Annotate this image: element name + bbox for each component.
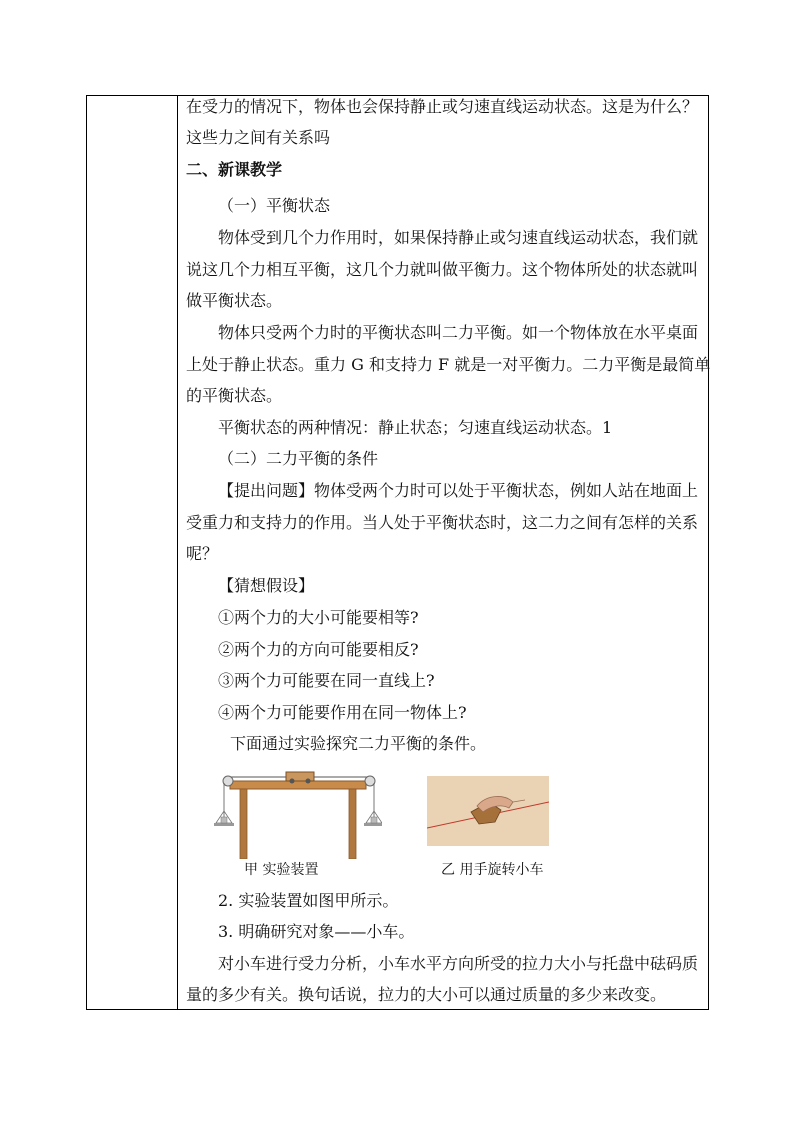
text-line-2: 这些力之间有关系吗 bbox=[186, 128, 331, 147]
subheading-two-force-conditions: （二）二力平衡的条件 bbox=[218, 449, 379, 468]
hypothesis-4: ④两个力可能要作用在同一物体上? bbox=[218, 703, 467, 722]
text-line-14: 受重力和支持力的作用。当人处于平衡状态时，这二力之间有怎样的关系 bbox=[186, 513, 699, 532]
text-line-8: 物体只受两个力时的平衡状态叫二力平衡。如一个物体放在水平桌面 bbox=[218, 323, 699, 342]
hypothesis-1: ①两个力的大小可能要相等? bbox=[218, 608, 419, 627]
figure-caption-left: 甲 实验装置 bbox=[244, 862, 319, 878]
text-line-13: 【提出问题】物体受两个力时可以处于平衡状态，例如人站在地面上 bbox=[218, 481, 699, 500]
text-line-22: 2. 实验装置如图甲所示。 bbox=[218, 891, 399, 910]
subheading-balance-state: （一）平衡状态 bbox=[218, 196, 331, 215]
hypothesis-2: ②两个力的方向可能要相反? bbox=[218, 640, 419, 659]
text-line-7: 做平衡状态。 bbox=[186, 291, 283, 310]
text-line-6: 说这几个力相互平衡，这几个力就叫做平衡力。这个物体所处的状态就叫 bbox=[186, 260, 699, 279]
text-line-25: 量的多少有关。换句话说，拉力的大小可以通过质量的多少来改变。 bbox=[186, 985, 667, 1004]
text-line-5: 物体受到几个力作用时，如果保持静止或匀速直线运动状态，我们就 bbox=[218, 228, 699, 247]
figure-caption-right: 乙 用手旋转小车 bbox=[441, 862, 544, 878]
text-line-11: 平衡状态的两种情况：静止状态；匀速直线运动状态。1 bbox=[218, 418, 613, 437]
hand-rotating-cart-figure bbox=[427, 776, 549, 846]
left-column-cell bbox=[87, 96, 178, 1009]
text-line-15: 呢？ bbox=[186, 544, 219, 563]
section-heading: 二、新课教学 bbox=[186, 160, 283, 179]
text-line-21: 下面通过实验探究二力平衡的条件。 bbox=[230, 734, 487, 753]
text-line-10: 的平衡状态。 bbox=[186, 386, 283, 405]
text-line-1: 在受力的情况下，物体也会保持静止或匀速直线运动状态。这是为什么？ bbox=[186, 97, 699, 116]
text-line-9: 上处于静止状态。重力 G 和支持力 F 就是一对平衡力。二力平衡是最简单 bbox=[186, 355, 711, 374]
experiment-apparatus-figure bbox=[214, 769, 382, 859]
text-line-24: 对小车进行受力分析，小车水平方向所受的拉力大小与托盘中砝码质 bbox=[218, 954, 699, 973]
hypothesis-3: ③两个力可能要在同一直线上? bbox=[218, 671, 435, 690]
text-line-23: 3. 明确研究对象——小车。 bbox=[218, 922, 415, 941]
hypothesis-heading: 【猜想假设】 bbox=[218, 576, 315, 595]
